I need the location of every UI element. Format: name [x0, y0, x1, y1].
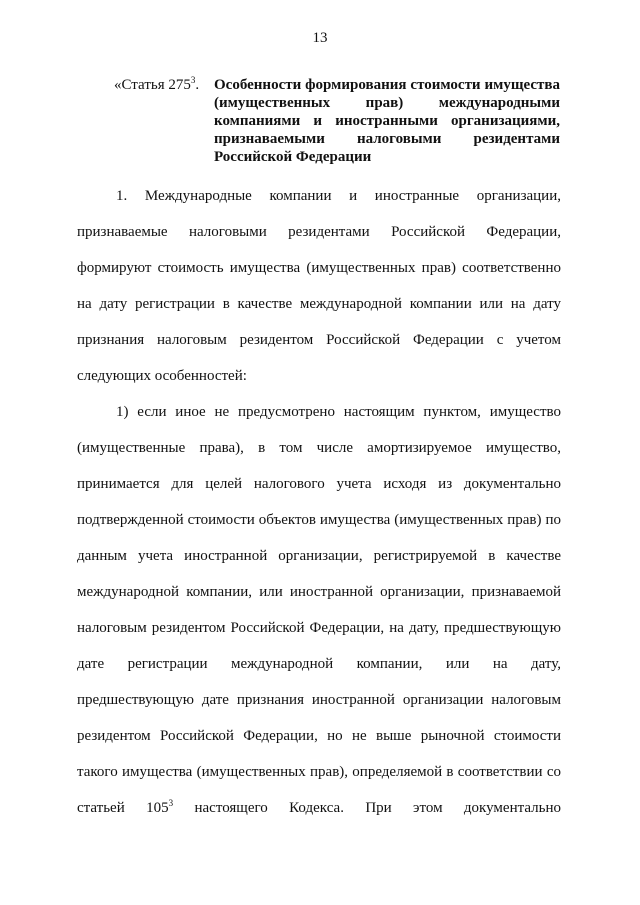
body-line: данным учета иностранной организации, регистрируемой в качестве — [77, 548, 561, 564]
page-number: 13 — [312, 30, 328, 46]
body-line: 1) если иное не предусмотрено настоящим пунктом, имущество — [116, 404, 561, 420]
last-line-end: настоящего Кодекса. При этом документально — [173, 800, 561, 816]
last-line-start: статьей 105 — [77, 800, 169, 816]
body-line: следующих особенностей: — [77, 368, 247, 384]
article-title: Особенности формирования стоимости имущества (имущественных прав) международными компаниями и иностранными организациями, признаваемыми налоговыми резидентами Российской Федерации — [214, 77, 560, 165]
body-line: дате регистрации международной компании, или на дату, — [77, 656, 561, 672]
body-line: признания налоговым резидентом Российской Федерации с учетом — [77, 332, 561, 348]
body-line: резидентом Российской Федерации, но не выше рыночной стоимости — [77, 728, 561, 744]
last-line-superscript: 3 — [168, 798, 174, 808]
body-line: 1. Международные компании и иностранные организации, — [116, 188, 561, 204]
body-line: предшествующую дате признания иностранной организации налоговым — [77, 692, 561, 708]
body-line: (имущественные права), в том числе амортизируемое имущество, — [77, 440, 561, 456]
article-label-text: «Статья 275 — [114, 77, 191, 93]
body-last-line — [77, 799, 561, 817]
body-line: налоговым резидентом Российской Федерации, на дату, предшествующую — [77, 620, 561, 636]
body-line: такого имущества (имущественных прав), определяемой в соответствии со — [77, 764, 561, 780]
body-line: признаваемые налоговыми резидентами Российской Федерации, — [77, 224, 561, 240]
body-line: подтвержденной стоимости объектов имущества (имущественных прав) по — [77, 512, 561, 528]
body-line: международной компании, или иностранной организации, признаваемой — [77, 584, 561, 600]
body-line: принимается для целей налогового учета исходя из документально — [77, 476, 561, 492]
article-label-superscript: 3 — [190, 75, 196, 85]
body-line: формируют стоимость имущества (имущественных прав) соответственно — [77, 260, 561, 276]
body-line: на дату регистрации в качестве международной компании или на дату — [77, 296, 561, 312]
article-label-dot: . — [195, 77, 200, 93]
